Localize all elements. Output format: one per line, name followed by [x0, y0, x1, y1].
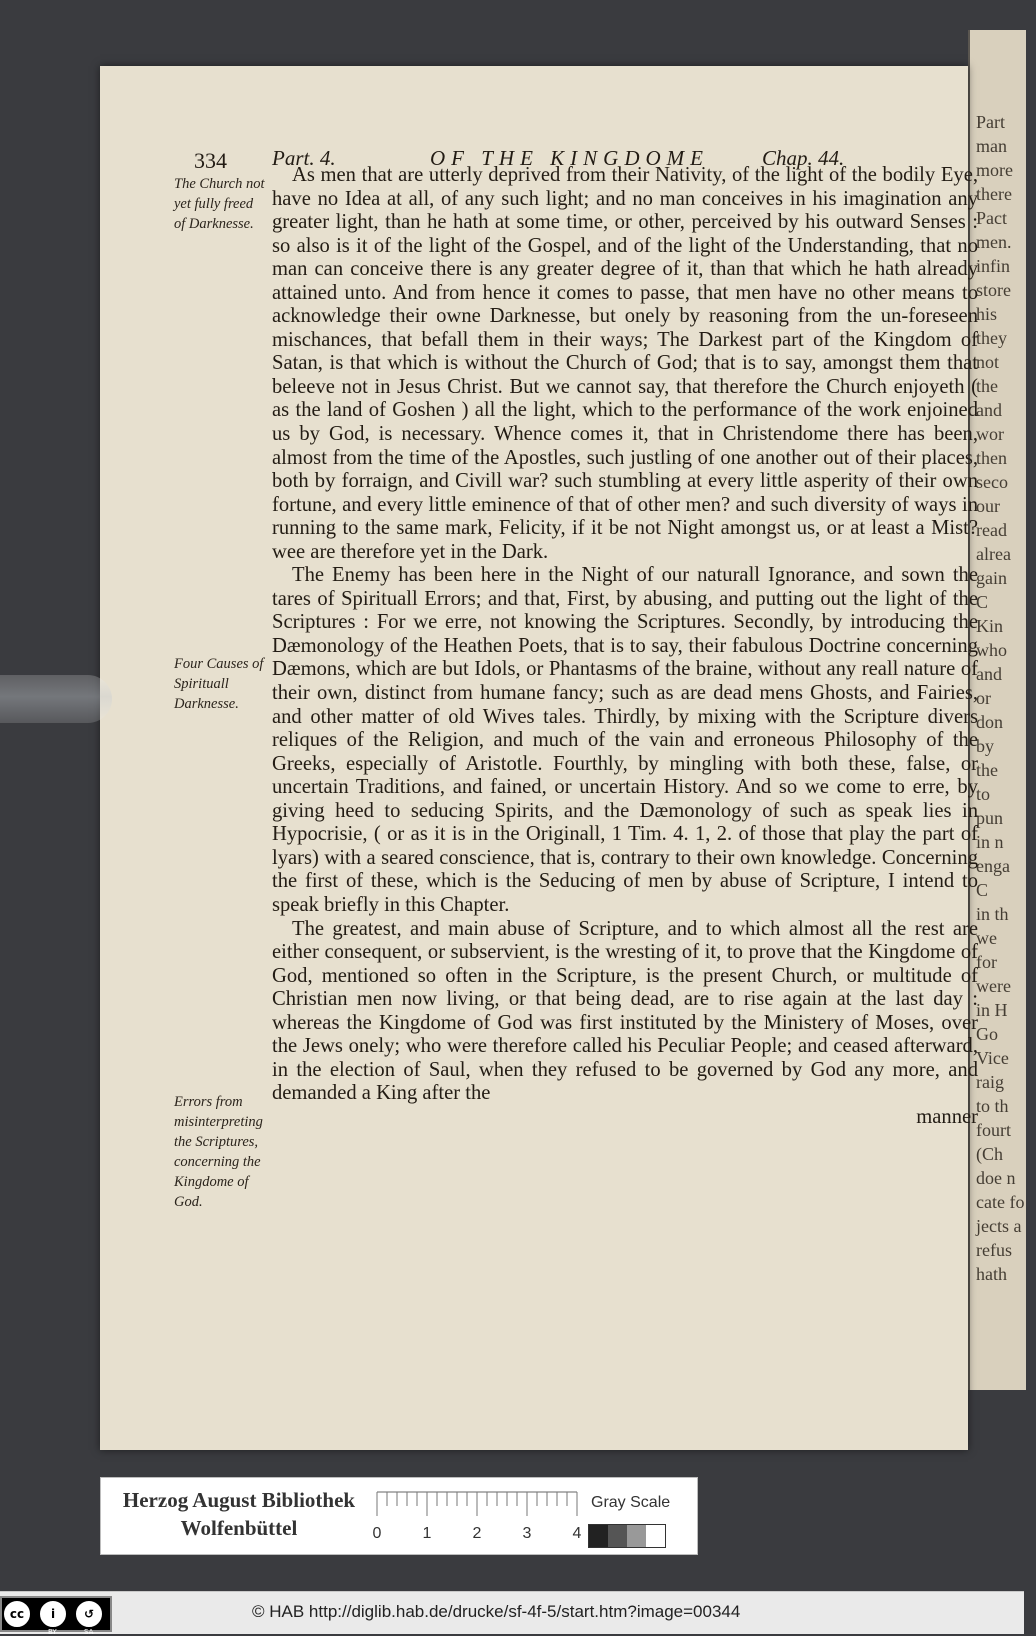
library-name: Herzog August Bibliothek Wolfenbüttel — [122, 1488, 356, 1540]
margin-note-errors-kingdome: Errors from misinterpreting the Scriptures, concerning the Kingdome of God. — [174, 1094, 263, 1210]
chapter-label: Chap. 44. — [762, 146, 845, 170]
scale-number: 3 — [522, 1525, 532, 1542]
book-page — [100, 66, 978, 1450]
part-label: Part. 4. — [272, 146, 336, 170]
clear-bookmark-strip — [0, 675, 112, 723]
cc-by-label: BY — [48, 1628, 57, 1636]
cc-icon: cc — [4, 1601, 30, 1627]
paragraph: As men that are utterly deprived from their Nativity, of the light of the bodily Eye, have no Idea at all, of any such light; and no man conceives in his imagination any greater light, than he hath at some time, or other, perceived by his outward Senses : so also is it of the light of the Gospel, and of the light of the Understanding, that no man can conceive there is any greater degree of it, than that which he hath already attained unto. And from hence it comes to passe, that men have no other means to acknowledge their owne Darknesse, but onely by reasoning from the un-foreseen mischances, that befall them in their ways; The Darkest part of the Kingdom of Satan, is that which is without the Church of God; that is to say, amongst them that beleeve not in Jesus Christ. But we cannot say, that therefore the Church enjoyeth ( as the land of Goshen ) all the light, which to the performance of the work enjoined us by God, is necessary. Whence comes it, that in Christendome there has been, almost from the time of the Apostles, such justling of one another out of their places, both by forraign, and Civill war? such stumbling at every little asperity of their own fortune, and every little eminence of that of other men? and such diversity of ways in running to the same mark, Felicity, if it be not Night amongst us, or at least a Mist? wee are therefore yet in the Dark. — [272, 164, 978, 563]
share-alike-icon: ↺ — [76, 1601, 102, 1627]
scale-number: 1 — [422, 1525, 432, 1542]
paragraph: The Enemy has been here in the Night of our naturall Ignorance, and sown the tares of Spirituall Errors; and that, First, by abusing, and putting out the light of the Scriptures : For we erre, not knowing the Scriptures. Secondly, by introducing the Dæmonology of the Heathen Poets, that is to say, their fabulous Doctrine concerning Dæmons, which are but Idols, or Phantasms of the braine, without any reall nature of their own, distinct from humane fancy; such as are dead mens Ghosts, and Fairies, and other matter of old Wives tales. Thirdly, by mixing with the Scripture divers reliques of the Religion, and much of the vain and erroneous Philosophy of the Greeks, especially of Aristotle. Fourthly, by mingling with both these, false, or uncertain Traditions, and fained, or uncertain History. And so we come to erre, by giving heed to seducing Spirits, and the Dæmonology of such as speak lies in Hypocrisie, ( or as it is in the Originall, 1 Tim. 4. 1, 2. of those that play the part of lyars) with a seared conscience, that is, contrary to their own knowledge. Concerning the first of these, which is the Seducing of men by abuse of Scripture, I intend to speak briefly in this Chapter. — [272, 564, 978, 916]
gray-swatch — [589, 1525, 608, 1547]
gray-swatch — [646, 1525, 665, 1547]
facing-page-text: Part man more there Pact men. infin store his they not the and wor then seco our read alrea gain C Kin who and or don by the to pun in n enga C in th we for were in H Go Vice raig to th fourt (Ch doe n cate fo jects a refus hath — [976, 112, 1025, 1284]
scale-number: 2 — [472, 1525, 482, 1542]
gray-swatch — [627, 1525, 646, 1547]
gray-scale-label: Gray Scale — [591, 1494, 671, 1511]
gray-scale-bar — [588, 1524, 666, 1548]
gray-swatch — [608, 1525, 627, 1547]
cc-license-badge[interactable] — [0, 1596, 112, 1636]
library-color-scale — [100, 1477, 698, 1555]
footer-bar — [0, 1591, 1024, 1634]
paragraph: The greatest, and main abuse of Scripture, and to which almost all the rest are either consequent, or subservient, is the wresting of it, to prove that the Kingdome of God, mentioned so often in the Scripture, is the present Church, or multitude of Christian men now living, or that being dead, are to rise again at the last day : whereas the Kingdome of God was first instituted by the Ministery of Moses, over the Jews onely; who were therefore called his Peculiar People; and ceased afterward, in the election of Saul, when they refused to be governed by God any more, and demanded a King after the — [272, 917, 978, 1105]
source-url[interactable]: © HAB http://diglib.hab.de/drucke/sf-4f-5/start.htm?image=00344 — [252, 1602, 741, 1621]
scale-number: 4 — [572, 1525, 582, 1542]
cc-sa-label: SA — [84, 1628, 94, 1636]
running-title: OF THE KINGDOME — [430, 146, 709, 170]
page-number: 334 — [194, 148, 227, 173]
ruler-scale — [372, 1486, 589, 1546]
by-person-icon: i — [40, 1601, 66, 1627]
catchword: manner — [916, 1105, 978, 1128]
margin-note-four-causes: Four Causes of Spirituall Darknesse. — [174, 656, 264, 712]
margin-note-church-darkness: The Church not yet fully freed of Darknesse. — [174, 176, 265, 232]
scale-number: 0 — [372, 1525, 382, 1542]
body-text — [272, 164, 978, 1129]
